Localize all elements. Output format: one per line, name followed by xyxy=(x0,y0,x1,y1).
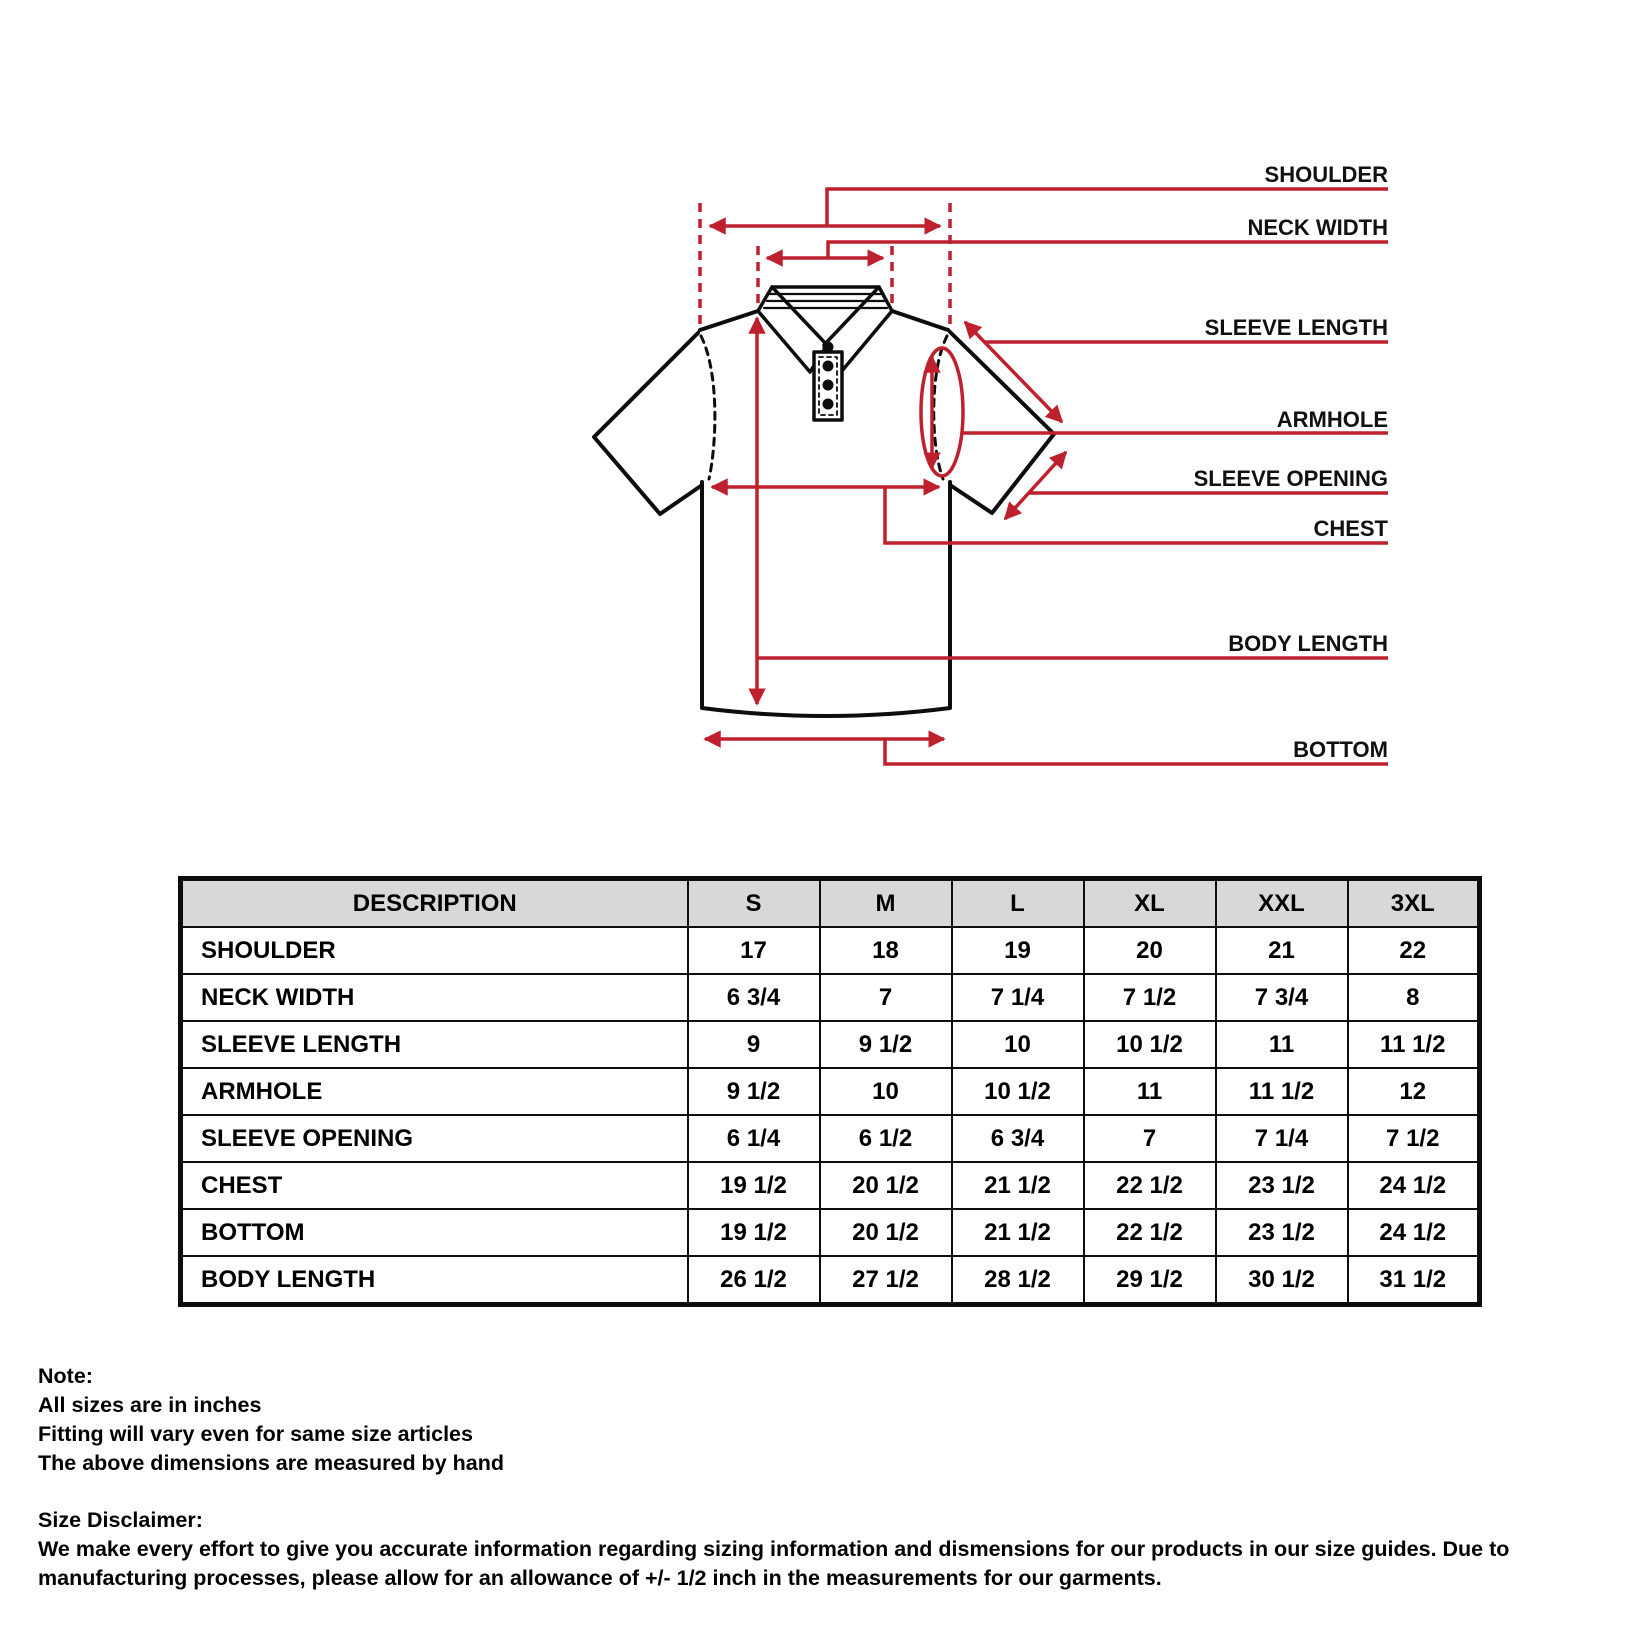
size-value-cell: 19 1/2 xyxy=(688,1162,820,1209)
size-value-cell: 30 1/2 xyxy=(1216,1256,1348,1305)
notes-title: Note: xyxy=(38,1364,93,1388)
size-value-cell: 21 xyxy=(1216,927,1348,974)
row-label: BOTTOM xyxy=(181,1209,688,1256)
size-value-cell: 10 xyxy=(952,1021,1084,1068)
size-value-cell: 7 1/4 xyxy=(952,974,1084,1021)
button xyxy=(823,399,834,410)
size-value-cell: 7 1/4 xyxy=(1216,1115,1348,1162)
column-header-size: S xyxy=(688,879,820,928)
disclaimer-block xyxy=(38,1506,1620,1593)
size-value-cell: 26 1/2 xyxy=(688,1256,820,1305)
column-header-size: XXL xyxy=(1216,879,1348,928)
size-value-cell: 10 xyxy=(820,1068,952,1115)
size-value-cell: 18 xyxy=(820,927,952,974)
size-value-cell: 6 1/2 xyxy=(820,1115,952,1162)
size-value-cell: 11 1/2 xyxy=(1216,1068,1348,1115)
size-value-cell: 27 1/2 xyxy=(820,1256,952,1305)
size-value-cell: 22 xyxy=(1348,927,1480,974)
size-value-cell: 10 1/2 xyxy=(1084,1021,1216,1068)
size-value-cell: 28 1/2 xyxy=(952,1256,1084,1305)
size-value-cell: 24 1/2 xyxy=(1348,1162,1480,1209)
size-value-cell: 9 1/2 xyxy=(820,1021,952,1068)
size-value-cell: 7 xyxy=(1084,1115,1216,1162)
table-row xyxy=(181,1162,1480,1209)
size-chart-table xyxy=(178,876,1482,1307)
table-row xyxy=(181,974,1480,1021)
size-value-cell: 6 3/4 xyxy=(952,1115,1084,1162)
row-label: BODY LENGTH xyxy=(181,1256,688,1305)
size-value-cell: 21 1/2 xyxy=(952,1209,1084,1256)
size-value-cell: 17 xyxy=(688,927,820,974)
note-line: The above dimensions are measured by hand xyxy=(38,1451,504,1475)
size-value-cell: 31 1/2 xyxy=(1348,1256,1480,1305)
table-row xyxy=(181,1068,1480,1115)
size-value-cell: 22 1/2 xyxy=(1084,1162,1216,1209)
armhole-label: ARMHOLE xyxy=(1276,407,1388,432)
size-value-cell: 20 xyxy=(1084,927,1216,974)
neck-width-label: NECK WIDTH xyxy=(1247,215,1388,240)
size-value-cell: 7 3/4 xyxy=(1216,974,1348,1021)
bottom-label: BOTTOM xyxy=(1293,737,1388,762)
table-row xyxy=(181,1115,1480,1162)
size-value-cell: 20 1/2 xyxy=(820,1209,952,1256)
column-header-size: XL xyxy=(1084,879,1216,928)
column-header-size: L xyxy=(952,879,1084,928)
sleeve-length-label: SLEEVE LENGTH xyxy=(1204,315,1388,340)
body-length-label: BODY LENGTH xyxy=(1228,631,1388,656)
size-value-cell: 12 xyxy=(1348,1068,1480,1115)
note-line: All sizes are in inches xyxy=(38,1393,262,1417)
row-label: SLEEVE OPENING xyxy=(181,1115,688,1162)
table-row xyxy=(181,1209,1480,1256)
placket xyxy=(814,342,842,421)
size-value-cell: 11 1/2 xyxy=(1348,1021,1480,1068)
size-value-cell: 10 1/2 xyxy=(952,1068,1084,1115)
size-value-cell: 6 1/4 xyxy=(688,1115,820,1162)
shoulder-label: SHOULDER xyxy=(1264,162,1388,187)
size-value-cell: 23 1/2 xyxy=(1216,1209,1348,1256)
size-value-cell: 23 1/2 xyxy=(1216,1162,1348,1209)
row-label: SHOULDER xyxy=(181,927,688,974)
note-line: Fitting will vary even for same size articles xyxy=(38,1422,473,1446)
size-value-cell: 6 3/4 xyxy=(688,974,820,1021)
size-value-cell: 7 1/2 xyxy=(1084,974,1216,1021)
size-value-cell: 9 1/2 xyxy=(688,1068,820,1115)
disclaimer-title: Size Disclaimer: xyxy=(38,1508,203,1532)
size-value-cell: 22 1/2 xyxy=(1084,1209,1216,1256)
neck-width-leader xyxy=(828,242,1388,258)
sleeve-opening-label: SLEEVE OPENING xyxy=(1193,466,1388,491)
column-header-size: M xyxy=(820,879,952,928)
chest-label: CHEST xyxy=(1313,516,1388,541)
column-header-description: DESCRIPTION xyxy=(181,879,688,928)
row-label: ARMHOLE xyxy=(181,1068,688,1115)
size-value-cell: 19 xyxy=(952,927,1084,974)
polo-shirt-outline xyxy=(594,287,1054,716)
row-label: CHEST xyxy=(181,1162,688,1209)
size-chart-header-row xyxy=(181,879,1480,928)
disclaimer-body: We make every effort to give you accurate information regarding sizing information and dismensions for our products in our size guides. Due to manufacturing processes, please allow for an allowance of +/- 1/2 inch in the measurements for our garments. xyxy=(38,1537,1510,1590)
table-row xyxy=(181,1021,1480,1068)
size-value-cell: 7 1/2 xyxy=(1348,1115,1480,1162)
row-label: NECK WIDTH xyxy=(181,974,688,1021)
size-value-cell: 11 xyxy=(1084,1068,1216,1115)
size-value-cell: 11 xyxy=(1216,1021,1348,1068)
size-value-cell: 7 xyxy=(820,974,952,1021)
size-value-cell: 21 1/2 xyxy=(952,1162,1084,1209)
table-row xyxy=(181,1256,1480,1305)
button xyxy=(823,361,834,372)
size-value-cell: 24 1/2 xyxy=(1348,1209,1480,1256)
column-header-size: 3XL xyxy=(1348,879,1480,928)
notes-block xyxy=(38,1362,504,1478)
table-row xyxy=(181,927,1480,974)
size-chart-body xyxy=(181,927,1480,1305)
button xyxy=(823,342,834,353)
size-value-cell: 8 xyxy=(1348,974,1480,1021)
size-value-cell: 19 1/2 xyxy=(688,1209,820,1256)
size-value-cell: 20 1/2 xyxy=(820,1162,952,1209)
size-value-cell: 9 xyxy=(688,1021,820,1068)
button xyxy=(823,380,834,391)
row-label: SLEEVE LENGTH xyxy=(181,1021,688,1068)
size-value-cell: 29 1/2 xyxy=(1084,1256,1216,1305)
